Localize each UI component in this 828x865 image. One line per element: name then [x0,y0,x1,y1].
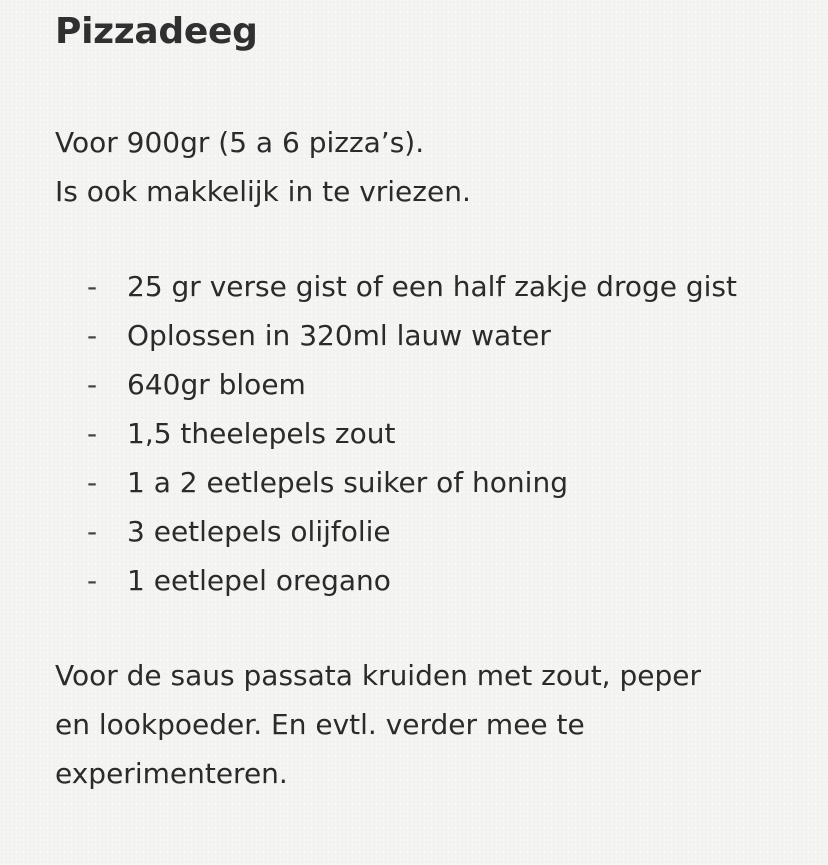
dash-bullet: - [87,515,98,548]
ingredient-list [55,262,795,605]
intro-paragraph [55,118,795,216]
note-body[interactable] [55,0,795,798]
list-item [55,507,795,556]
dash-bullet: - [87,270,98,303]
list-item [55,458,795,507]
ingredient-text: 1 a 2 eetlepels suiker of honing [127,466,568,499]
dash-bullet: - [87,368,98,401]
list-item [55,360,795,409]
ingredient-text: 1,5 theelepels zout [127,417,396,450]
note-title[interactable]: Pizzadeeg [55,11,258,52]
dash-bullet: - [87,319,98,352]
intro-line: Voor 900gr (5 a 6 pizza’s). [55,126,425,159]
list-item [55,409,795,458]
sauce-paragraph [55,651,795,798]
dash-bullet: - [87,466,98,499]
ingredient-text: Oplossen in 320ml lauw water [127,319,551,352]
list-item [55,311,795,360]
dash-bullet: - [87,564,98,597]
list-item [55,262,795,311]
ingredient-text: 1 eetlepel oregano [127,564,391,597]
ingredient-text: 3 eetlepels olijfolie [127,515,391,548]
ingredient-text: 25 gr verse gist of een half zakje droge gist [127,270,737,303]
sauce-line: Voor de saus passata kruiden met zout, peper [55,659,701,692]
dash-bullet: - [87,417,98,450]
list-item [55,556,795,605]
ingredient-text: 640gr bloem [127,368,306,401]
sauce-line: en lookpoeder. En evtl. verder mee te [55,708,585,741]
sauce-line: experimenteren. [55,757,288,790]
intro-line: Is ook makkelijk in te vriezen. [55,175,471,208]
